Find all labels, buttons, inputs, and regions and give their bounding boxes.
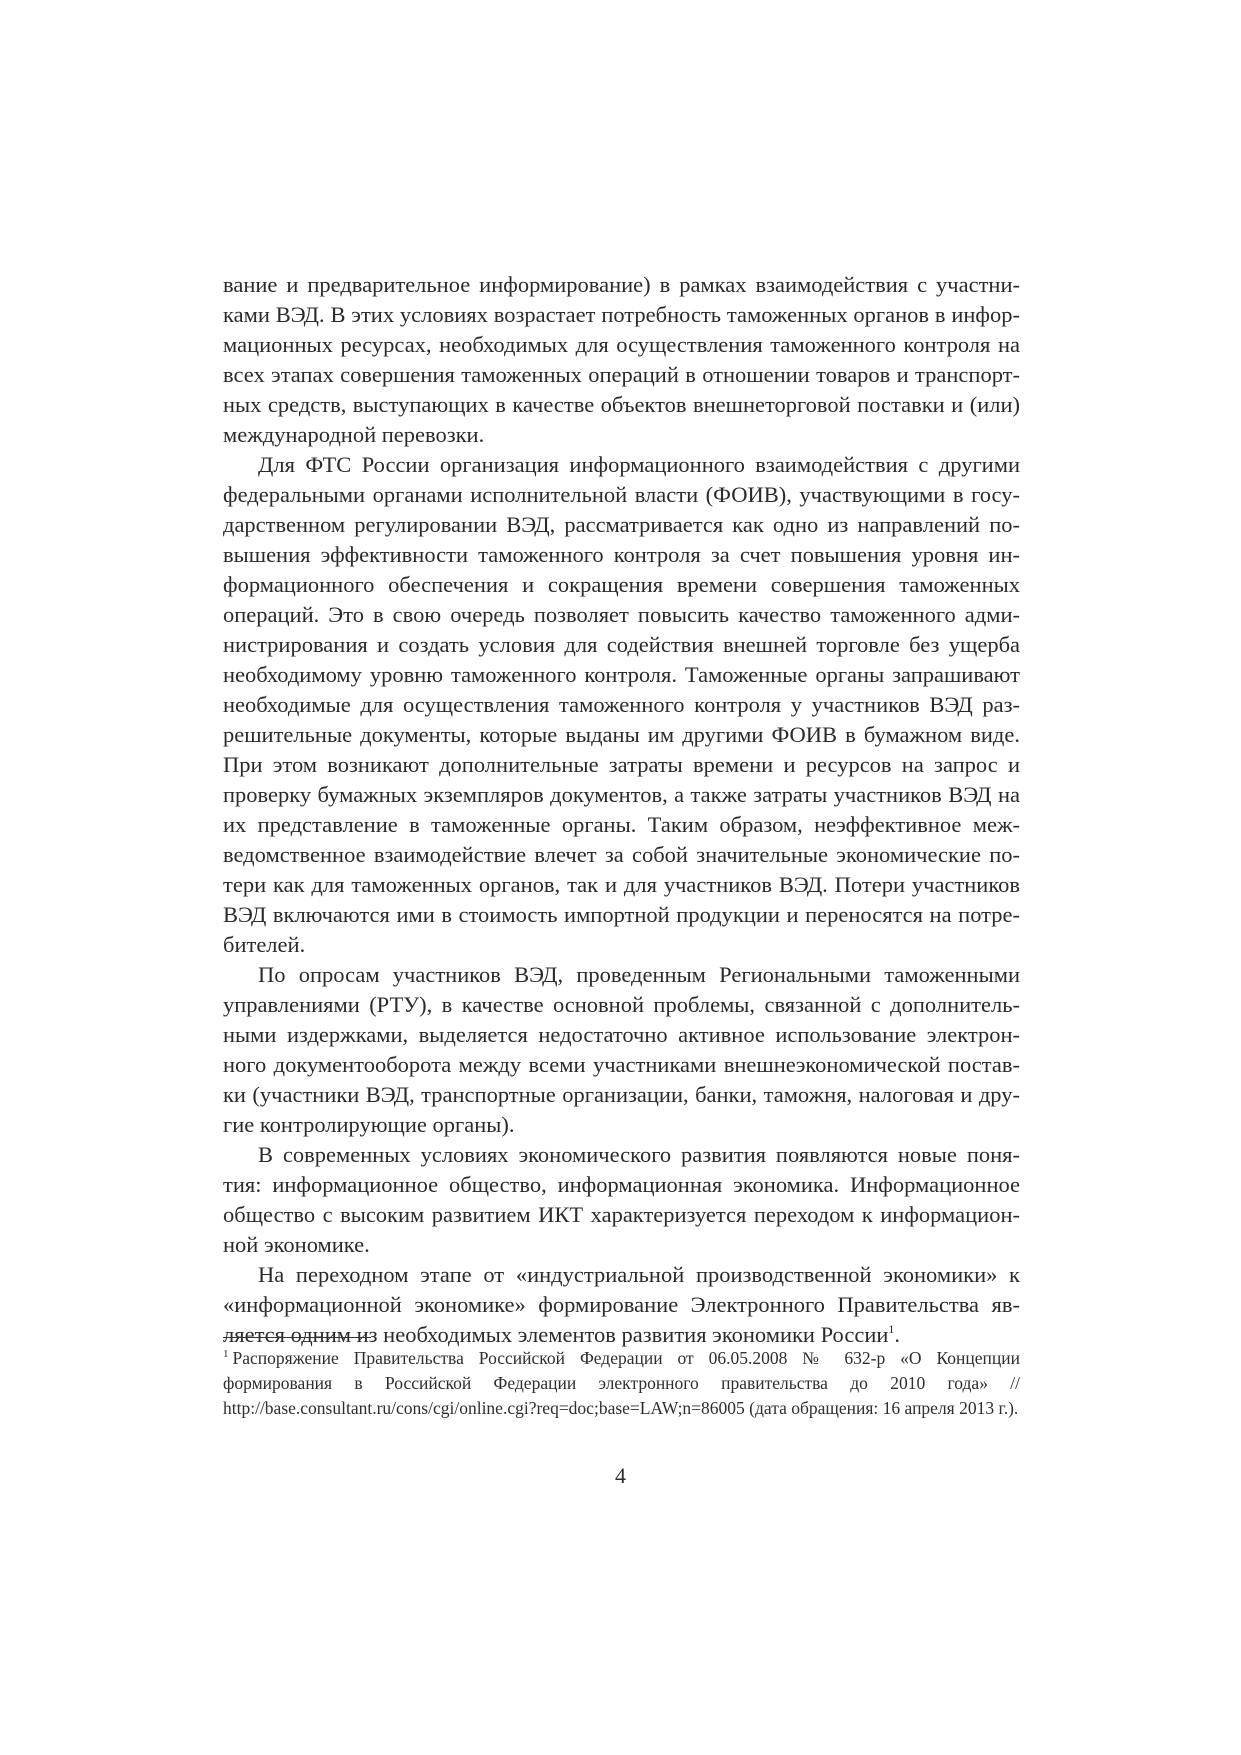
paragraph-fts-interaction: Для ФТС России организация информационного взаимодействия с другими федеральными органами исполнительной власти (ФОИВ), участвующими в государственном регулировании ВЭД, рассматривается как одно из направлений повышения эффективности таможенного контроля за счет повышения уровня информационного обеспечения и сокращения времени совершения таможенных операций. Это в свою очередь позволяет повысить качество таможенного администрирования и создать условия для содействия внешней торговле без ущерба необходимому уровню таможенного контроля. Таможенные органы запрашивают необходимые для осуществления таможенного контроля у участников ВЭД разрешительные документы, которые выданы им другими ФОИВ в бумажном виде. При этом возникают дополнительные затраты времени и ресурсов на запрос и проверку бумажных экземпляров документов, а также затраты участников ВЭД на их представление в таможенные органы. Таким образом, неэффективное межведомственное взаимодействие влечет за собой значительные экономические потери как для таможенных органов, так и для участников ВЭД. Потери участников ВЭД включаются ими в стоимость импортной продукции и переносятся на потребителей. xyxy=(223,452,1020,957)
paragraph-e-government-text: На переходном этапе от «индустриальной производственной экономики» к «информационной экономике» формирование Электронного Правительства является одним из необходимых элементов развития экономики России xyxy=(223,1262,1020,1347)
footnote-marker: 1 xyxy=(223,1348,229,1360)
footnote-text: Распоряжение Правительства Российской Федерации от 06.05.2008 № 632-р «О Концепции формирования в Российской Федерации электронного правительства до 2010 года» // http://base.consultant.ru/cons/cgi/online.cgi?req=doc;base=LAW;n=86005 (дата обращения: 16 апреля 2013 г.). xyxy=(223,1348,1020,1418)
paragraph-information-society: В современных условиях экономического развития появляются новые понятия: информационное общество, информационная экономика. Информационное общество с высоким развитием ИКТ характеризуется переходом к информационной экономике. xyxy=(223,1142,1020,1257)
footnote-reference[interactable]: 1 xyxy=(888,1322,895,1336)
main-text xyxy=(223,270,1020,1350)
paragraph-survey: По опросам участников ВЭД, проведенным Региональными таможенными управлениями (РТУ), в качестве основной проблемы, связанной с дополнительными издержками, выделяется недостаточно активное использование электронного документооборота между всеми участниками внешнеэкономической поставки (участники ВЭД, транспортные организации, банки, таможня, налоговая и другие контролирующие органы). xyxy=(223,962,1020,1137)
paragraph-e-government: На переходном этапе от «индустриальной производственной экономики» к «информационной экономике» формирование Электронного Правительства является одним из необходимых элементов развития экономики России$^1$. xyxy=(223,1262,1020,1347)
footnote-divider xyxy=(223,1337,371,1338)
paragraph-continuation: вание и предварительное информирование) в рамках взаимодействия с участниками ВЭД. В этих условиях возрастает потребность таможенных органов в информационных ресурсах, необходимых для осуществления таможенного контроля на всех этапах совершения таможенных операций в отношении товаров и транспортных средств, выступающих в качестве объектов внешнеторговой поставки и (или) международной перевозки. xyxy=(223,272,1020,447)
footnote xyxy=(223,1346,1020,1421)
page-number: 4 xyxy=(615,1463,626,1488)
